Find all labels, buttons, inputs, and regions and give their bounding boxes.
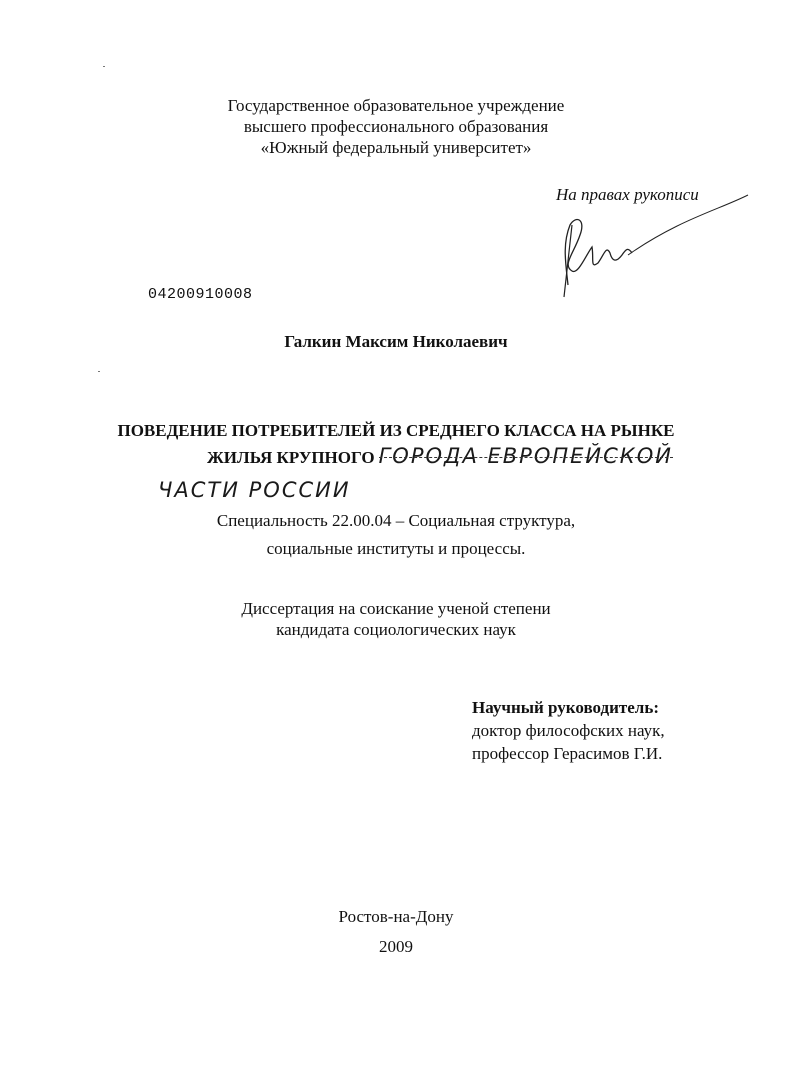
year: 2009 <box>379 937 413 956</box>
title-printed-fragment: ЖИЛЬЯ КРУПНОГО <box>207 448 375 467</box>
dissertation-title-line-1: ПОВЕДЕНИЕ ПОТРЕБИТЕЛЕЙ ИЗ СРЕДНЕГО КЛАССА НА РЫНКЕ <box>117 421 675 440</box>
degree-line-2: кандидата социологических наук <box>276 620 516 639</box>
supervisor-heading: Научный руководитель: <box>472 698 659 717</box>
manuscript-note: На правах рукописи <box>556 185 699 204</box>
signature-image <box>548 185 758 305</box>
supervisor-name: профессор Герасимов Г.И. <box>472 744 663 763</box>
supervisor-block <box>472 696 665 765</box>
supervisor-degree: доктор философских наук, <box>472 721 665 740</box>
dissertation-degree <box>0 598 792 640</box>
institution-line-3: «Южный федеральный университет» <box>260 138 532 157</box>
degree-line-1: Диссертация на соискание ученой степени <box>241 599 551 618</box>
scan-speck <box>103 66 105 67</box>
specialty-line-2: социальные институты и процессы. <box>266 539 526 558</box>
dissertation-title-line-2 <box>207 444 673 468</box>
scan-speck <box>98 371 100 372</box>
institution-header <box>0 95 792 158</box>
author-name: Галкин Максим Николаевич <box>284 332 508 351</box>
institution-line-2: высшего профессионального образования <box>243 117 549 136</box>
specialty-line-1: Специальность 22.00.04 – Социальная структура, <box>216 511 576 530</box>
city: Ростов-на-Дону <box>338 907 454 926</box>
title-handwritten-correction: ГОРОДА ЕВРОПЕЙСКОЙ <box>378 444 673 468</box>
institution-line-1: Государственное образовательное учреждение <box>227 96 565 115</box>
registration-code: 04200910008 <box>148 286 253 303</box>
title-handwritten-line-3: ЧАСТИ РОССИИ <box>158 478 351 502</box>
